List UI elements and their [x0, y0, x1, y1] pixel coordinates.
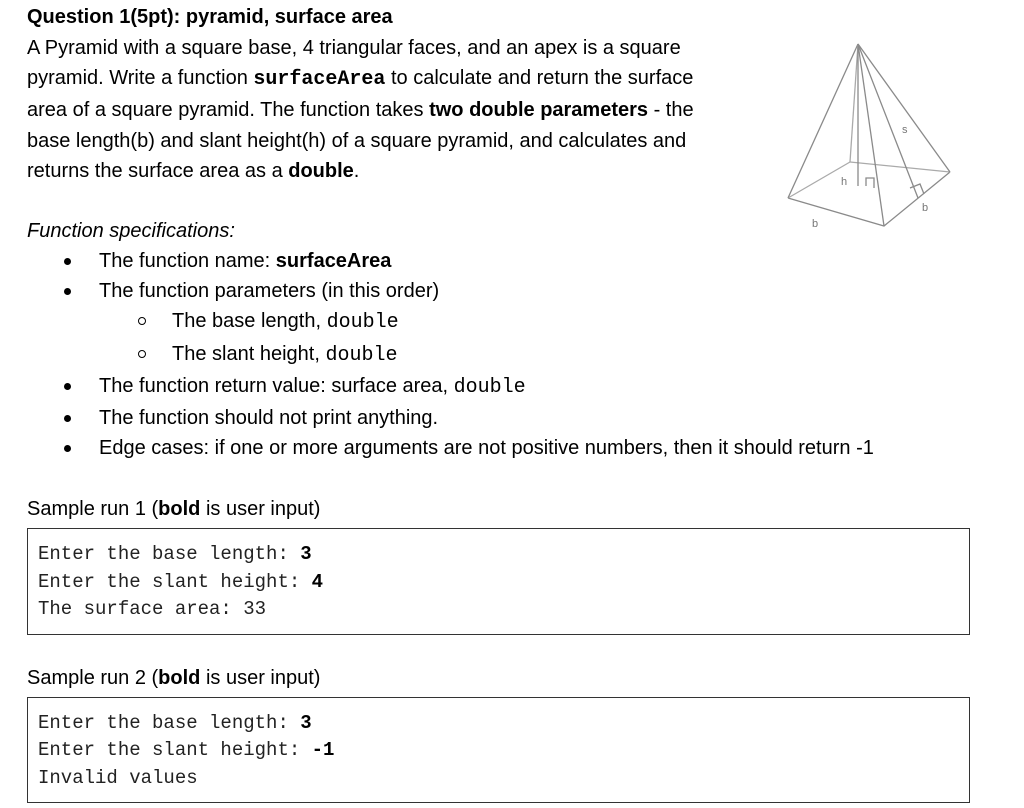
- function-name-code: surfaceArea: [253, 68, 386, 92]
- param-item-base: The base length, double: [27, 306, 987, 338]
- sample-1-console: [27, 528, 970, 635]
- sample-2-console: [27, 697, 970, 804]
- label-s: s: [902, 124, 908, 136]
- label-h: h: [841, 176, 848, 188]
- label-b-right: b: [922, 202, 929, 214]
- console-line: The surface area: 33: [38, 598, 267, 621]
- param-sublist: [99, 306, 987, 370]
- spec-item-return: The function return value: surface area, double: [27, 371, 987, 403]
- sample-2-label: Sample run 2 (bold is user input): [27, 666, 321, 689]
- spec-heading: Function specifications:: [27, 220, 235, 243]
- question-title: Question 1(5pt): pyramid, surface area: [27, 6, 393, 28]
- console-line: Enter the slant height: 4: [38, 570, 324, 593]
- sample-1-label: Sample run 1 (bold is user input): [27, 498, 321, 521]
- console-line: Invalid values: [38, 766, 198, 789]
- question-description: A Pyramid with a square base, 4 triangular faces, and an apex is a square pyramid. Write a function surfaceArea to calculate and return the surface area of a square pyramid. The function takes two double parameters - the base length(b) and slant height(h) of a square pyramid, and calculates and returns the surface area as a double.: [27, 37, 694, 182]
- console-line: Enter the slant height: -1: [38, 739, 335, 762]
- console-line: Enter the base length: 3: [38, 711, 312, 734]
- pyramid-diagram: [778, 38, 958, 238]
- param-item-slant: The slant height, double: [27, 339, 987, 371]
- console-line: Enter the base length: 3: [38, 543, 312, 566]
- spec-item-noprint: The function should not print anything.: [27, 403, 987, 433]
- spec-item-edge: Edge cases: if one or more arguments are not positive numbers, then it should return -1: [27, 433, 987, 463]
- spec-list: [27, 246, 987, 463]
- label-b-left: b: [812, 218, 819, 230]
- spec-item-name: The function name: surfaceArea: [27, 246, 987, 276]
- spec-item-params: The function parameters (in this order) The base length, double The slant height, double: [27, 276, 987, 371]
